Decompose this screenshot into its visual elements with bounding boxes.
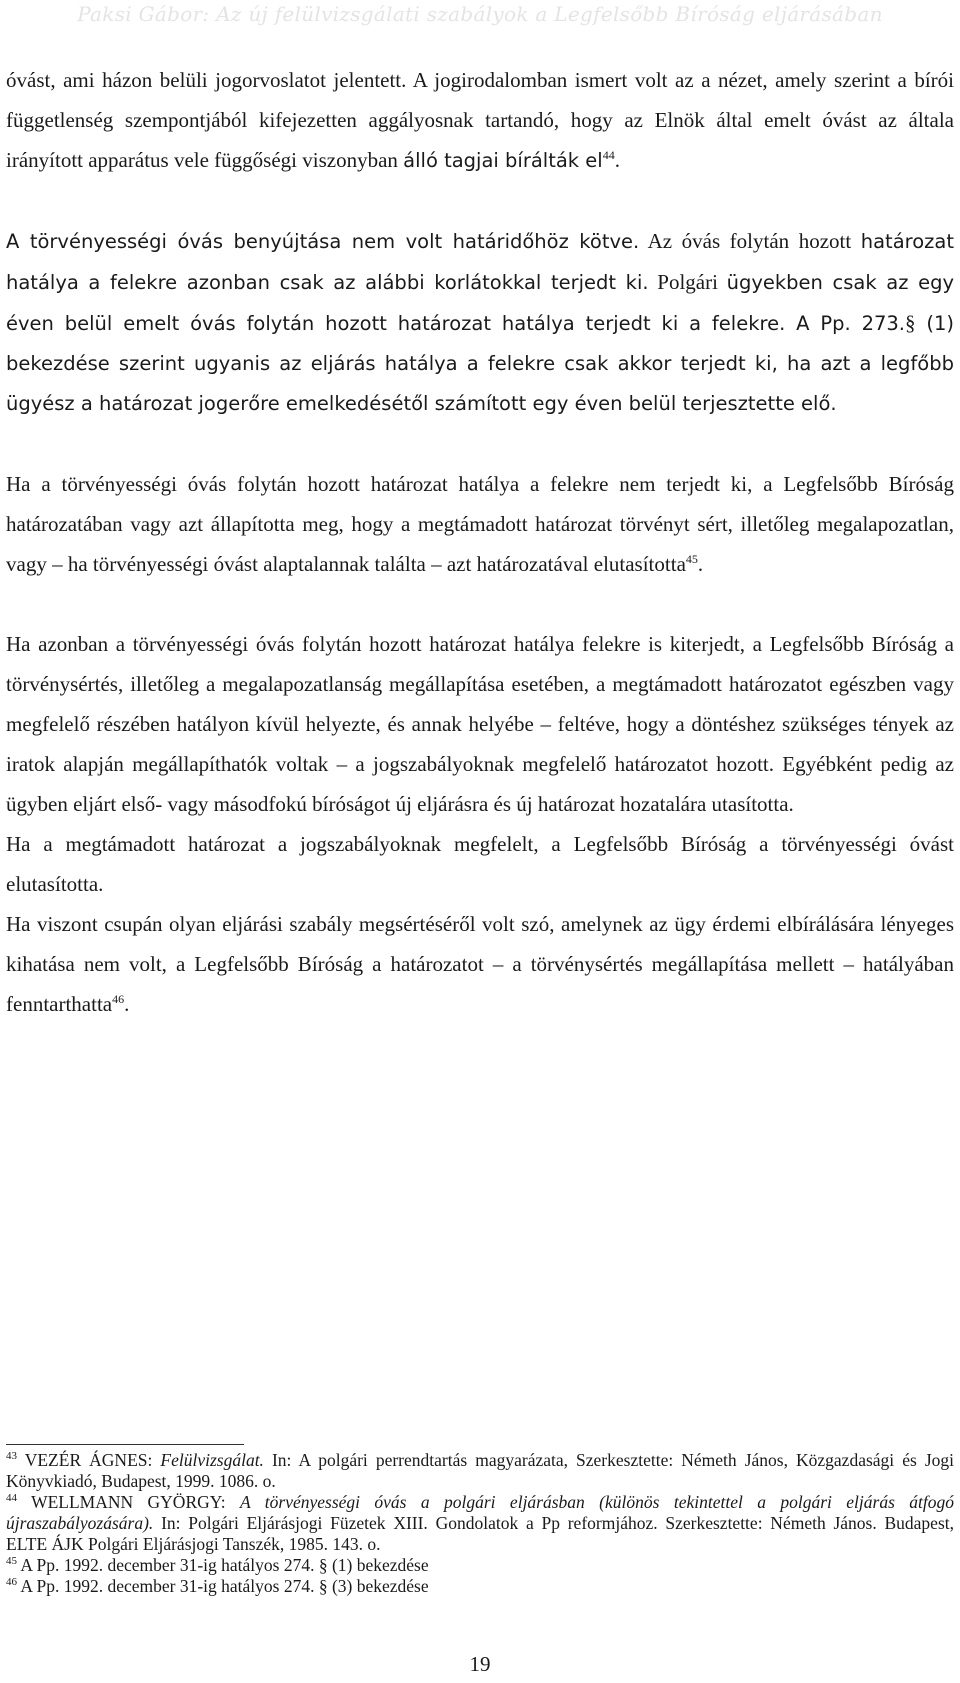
footnote-number: 45 — [6, 1555, 17, 1568]
paragraph-3-period: . — [697, 552, 704, 576]
running-header: Paksi Gábor: Az új felülvizsgálati szabályok a Legfelsőbb Bíróság eljárásában — [77, 2, 883, 26]
footnote-title: Felülvizsgálat. — [160, 1450, 264, 1470]
paragraph-1-period: . — [614, 148, 620, 172]
footnote-author: WELLMANN GYÖRGY: — [31, 1492, 241, 1512]
paragraph-2 — [6, 221, 954, 424]
footnote-43 — [6, 1450, 954, 1492]
footnote-46 — [6, 1576, 954, 1597]
footnote-title: A törvényességi óvás a polgári eljárásban (különös tekintettel a polgári eljárás átfogó újraszabályozására). — [6, 1492, 954, 1533]
footnote-ref-46[interactable]: 46 — [112, 992, 125, 1006]
footnote-source: In: A polgári perrendtartás magyarázata, Szerkesztette: Németh János, Közgazdasági és Jogi Könyvkiadó, Budapest, 1999. 1086. o. — [6, 1450, 955, 1491]
page-number: 19 — [469, 1652, 491, 1676]
footnote-source: In: Polgári Eljárásjogi Füzetek XIII. Gondolatok a Pp reformjához. Szerkesztette: Németh János. Budapest, ELTE ÁJK Polgári Eljárásjogi Tanszék, 1985. 143. o. — [6, 1513, 954, 1554]
paragraph-1-text: óvást, ami házon belüli jogorvoslatot jelentett. A jogirodalomban ismert volt az a nézet, amely szerint a bírói függetlenség szempontjából kifejezetten aggályosnak tartandó, hogy az Elnök által emelt óvást az általa irányított apparátus vele függőségi viszonyban — [6, 68, 954, 172]
paragraph-3-text: Ha a törvényességi óvás folytán hozott határozat hatálya a felekre nem terjedt ki, a Legfelsőbb Bíróság határozatában vagy azt állapította meg, hogy a megtámadott határozat törvényt sért, illetőleg megalapozatlan, vagy – ha törvényességi óvást alaptalannak találta – azt határozatával elutasította — [6, 472, 954, 576]
footnotes — [6, 1450, 954, 1597]
footnote-ref-44[interactable]: 44 — [602, 148, 615, 162]
footnote-number: 46 — [6, 1576, 17, 1589]
footnote-number: 44 — [6, 1492, 17, 1505]
footnote-author: VEZÉR ÁGNES: — [24, 1450, 161, 1470]
footnote-ref-45[interactable]: 45 — [685, 552, 698, 566]
footnote-44 — [6, 1492, 954, 1555]
paragraph-4: Ha azonban a törvényességi óvás folytán hozott határozat hatálya felekre is kiterjedt, a Legfelsőbb Bíróság a törvénysértés, illetőleg a megalapozatlanság megállapítása esetében, a megtámadott határozatot egészben vagy megfelelő részében hatályon kívül helyezte, és annak helyébe – feltéve, hogy a döntéshez szükséges tények az iratok alapján megállapíthatók voltak – a jogszabályoknak megfelelő határozatot hozott. Egyébként pedig az ügyben eljárt első- vagy másodfokú bíróságot új eljárásra és új határozat hozatalára utasította. — [6, 632, 954, 816]
paragraph-2-part-3: határozat hatálya a felekre azonban csak az alábbi korlátokkal terjedt ki. — [6, 230, 954, 294]
paragraph-1 — [6, 60, 954, 181]
footnote-text: A Pp. 1992. december 31-ig hatályos 274. § (3) bekezdése — [17, 1576, 429, 1596]
paragraph-2-part-1: A törvényességi óvás benyújtása nem volt határidőhöz kötve. — [6, 230, 640, 253]
footnote-number: 43 — [6, 1450, 17, 1463]
footnote-45 — [6, 1555, 954, 1576]
paragraph-6-text: Ha viszont csupán olyan eljárási szabály megsértéséről volt szó, amelynek az ügy érdemi elbírálására lényeges kihatása nem volt, a Legfelsőbb Bíróság a határozatot – a törvénysértés megállapítása mellett – hatályában fenntarthatta — [6, 912, 954, 1016]
section-sign: § — [905, 311, 916, 335]
paragraph-2-part-6: (1) bekezdése szerint ugyanis az eljárás hatálya a felekre csak akkor terjedt ki, ha azt a legfőbb ügyész a határozat jogerőre emelkedésétől számított egy éven belül terjesztette elő. — [6, 312, 954, 415]
body-text — [6, 60, 954, 1024]
paragraph-2-part-4: Polgári — [648, 270, 727, 294]
footnote-separator — [6, 1444, 244, 1445]
paragraph-6-period: . — [124, 992, 130, 1016]
footnote-text: A Pp. 1992. december 31-ig hatályos 274. § (1) bekezdése — [17, 1555, 429, 1575]
paragraph-5: Ha a megtámadott határozat a jogszabályoknak megfelelt, a Legfelsőbb Bíróság a törvényességi óvást elutasította. — [6, 832, 954, 896]
paragraph-3 — [6, 464, 954, 584]
paragraph-1-text-end: álló tagjai bírálták el — [403, 149, 603, 172]
paragraph-2-part-2: Az óvás folytán hozott — [639, 229, 861, 253]
paragraph-2-part-5: ügyekben csak az egy éven belül emelt óvás folytán hozott határozat hatálya terjedt ki a felekre. A Pp. 273. — [6, 271, 955, 335]
paragraph-6 — [6, 904, 954, 1024]
